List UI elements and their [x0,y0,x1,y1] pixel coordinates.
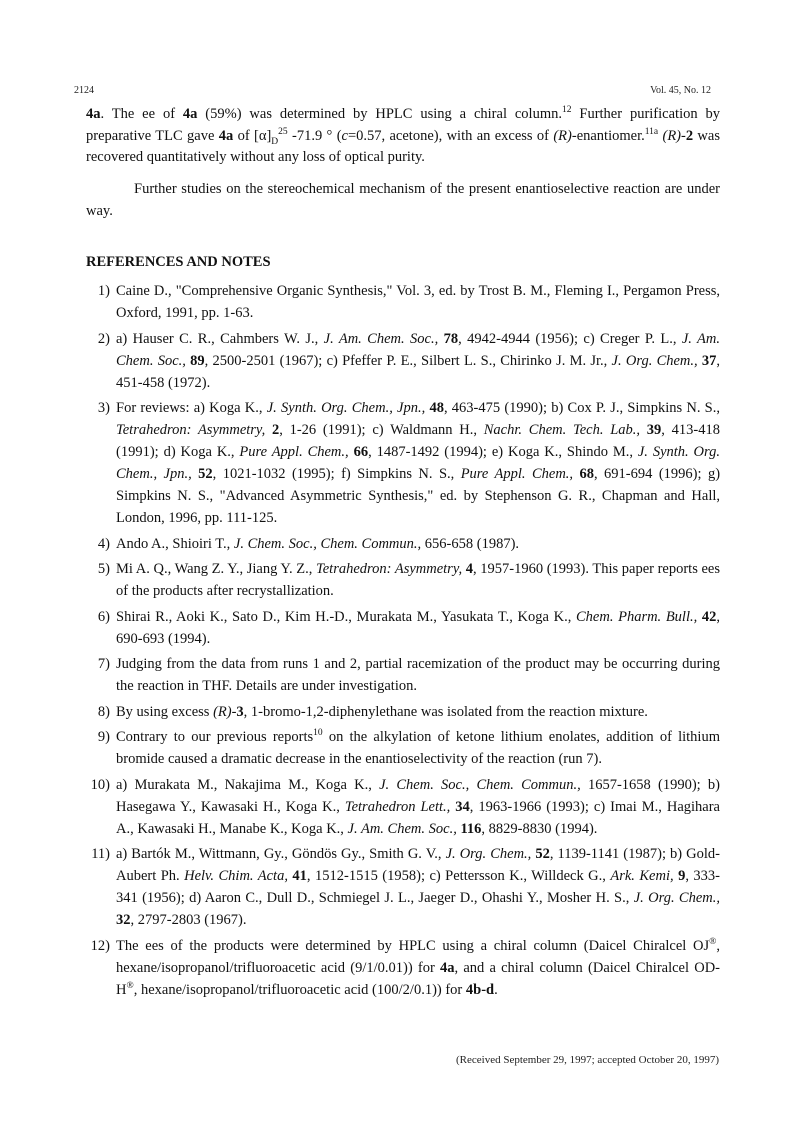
references-heading: REFERENCES AND NOTES [86,254,271,270]
reference-item [86,843,720,931]
reference-item [86,397,720,529]
reference-text: Shirai R., Aoki K., Sato D., Kim H.-D., Murakata M., Yasukata T., Koga K., Chem. Pharm. Bull., 42, 690-693 (1994). [116,608,721,647]
reference-number: 2) [97,330,110,347]
reference-text: a) Hauser C. R., Cahmbers W. J., J. Am. Chem. Soc., 78, 4942-4944 (1956); c) Creger P. L., J. Am. Chem. Soc., 89, 2500-2501 (1967); c) Pfeffer P. E., Silbert L. S., Chirinko J. M. Jr., J. Org. Chem., 37, 451-458 (1972). [116,330,721,391]
reference-number: 3) [97,400,110,416]
reference-text: Caine D., "Comprehensive Organic Synthesis," Vol. 3, ed. by Trost B. M., Fleming I., Pergamon Press, Oxford, 1991, pp. 1-63. [116,283,720,321]
reference-number: 11) [91,846,110,862]
reference-text: Judging from the data from runs 1 and 2, partial racemization of the product may be occurring during the reaction in THF. Details are under investigation. [116,656,720,694]
reference-number: 1) [97,283,110,299]
received-dates: (Received September 29, 1997; accepted October 20, 1997) [456,1054,719,1066]
reference-text: By using excess (R)-3, 1-bromo-1,2-diphenylethane was isolated from the reaction mixture. [116,703,648,720]
reference-item [86,328,720,394]
references-list [86,280,720,1004]
reference-item [86,533,720,555]
reference-text: a) Bartók M., Wittmann, Gy., Göndös Gy., Smith G. V., J. Org. Chem., 52, 1139-1141 (1987); b) Gold-Aubert Ph. Helv. Chim. Acta, 41, 1512-1515 (1958); c) Pettersson K., Willdeck G., Ark. Kemi, 9, 333-341 (1956); d) Aaron C., Dull D., Schmiegel J. L., Jaeger D., Ohashi Y., Mosher H. S., J. Org. Chem., 32, 2797-2803 (1967). [116,846,721,928]
reference-number: 10) [90,776,110,793]
reference-item [86,653,720,697]
reference-item [86,701,720,723]
reference-number: 9) [97,729,110,745]
reference-item [86,774,720,840]
reference-number: 12) [90,937,110,954]
page-number: 2124 [74,85,94,96]
reference-item [86,726,720,770]
reference-number: 5) [97,561,110,577]
reference-text: For reviews: a) Koga K., J. Synth. Org. Chem., Jpn., 48, 463-475 (1990); b) Cox P. J., Simpkins N. S., Tetrahedron: Asymmetry, 2, 1-26 (1991); c) Waldmann H., Nachr. Chem. Tech. Lab., 39, 413-418 (1991); d) Koga K., Pure Appl. Chem., 66, 1487-1492 (1994); e) Koga K., Shindo M., J. Synth. Org. Chem., Jpn., 52, 1021-1032 (1995); f) Simpkins N. S., Pure Appl. Chem., 68, 691-694 (1996); g) Simpkins N. S., "Advanced Asymmetric Synthesis," ed. by Stephenson G. R., Chapman and Hall, London, 1996, pp. 111-125. [116,400,721,526]
reference-text: Ando A., Shioiri T., J. Chem. Soc., Chem. Commun., 656-658 (1987). [116,535,520,552]
reference-item [86,935,720,1001]
reference-text: Contrary to our previous reports$^{10}$ on the alkylation of ketone lithium enolates, addition of lithium bromide caused a dramatic decrease in the enantioselectivity of the reaction (run 7). [116,728,720,767]
reference-item [86,558,720,602]
reference-number: 4) [97,535,110,552]
reference-text: a) Murakata M., Nakajima M., Koga K., J. Chem. Soc., Chem. Commun., 1657-1658 (1990); b) Hasegawa Y., Kawasaki H., Koga K., Tetrahedron Lett., 34, 1963-1966 (1993); c) Imai M., Hagihara A., Kawasaki H., Manabe K., Koga K., J. Am. Chem. Soc., 116, 8829-8830 (1994). [116,776,720,837]
reference-text: The ees of the products were determined by HPLC using a chiral column (Daicel Chiralcel OJ®, hexane/isopropanol/trifluoroacetic acid (9/1/0.01)) for 4a, and a chiral column (Daicel Chiralcel OD-H®, hexane/isopropanol/trifluoroacetic acid (100/2/0.1)) for 4b-d. [116,936,720,998]
reference-text: Mi A. Q., Wang Z. Y., Jiang Y. Z., Tetrahedron: Asymmetry, 4, 1957-1960 (1993). This paper reports ees of the products after recrystallization. [116,561,720,599]
volume-issue: Vol. 45, No. 12 [650,85,711,96]
reference-item [86,280,720,324]
reference-number: 8) [97,703,110,720]
reference-item [86,606,720,650]
reference-number: 6) [97,608,110,625]
body-paragraph-1: 4a. The ee of 4a (59%) was determined by HPLC using a chiral column.$^{12}$ Further purification by preparative TLC gave 4a of $[\alpha]_D^{25}$ -71.9 ° (c=0.57, acetone), with an excess of (R)-enantiomer.$^{11a}$ (R)-2 was recovered quantitatively without any loss of optical purity. [86,105,720,165]
reference-number: 7) [97,656,110,672]
body-paragraph-2: Further studies on the stereochemical mechanism of the present enantioselective reaction are under way. [86,181,720,219]
